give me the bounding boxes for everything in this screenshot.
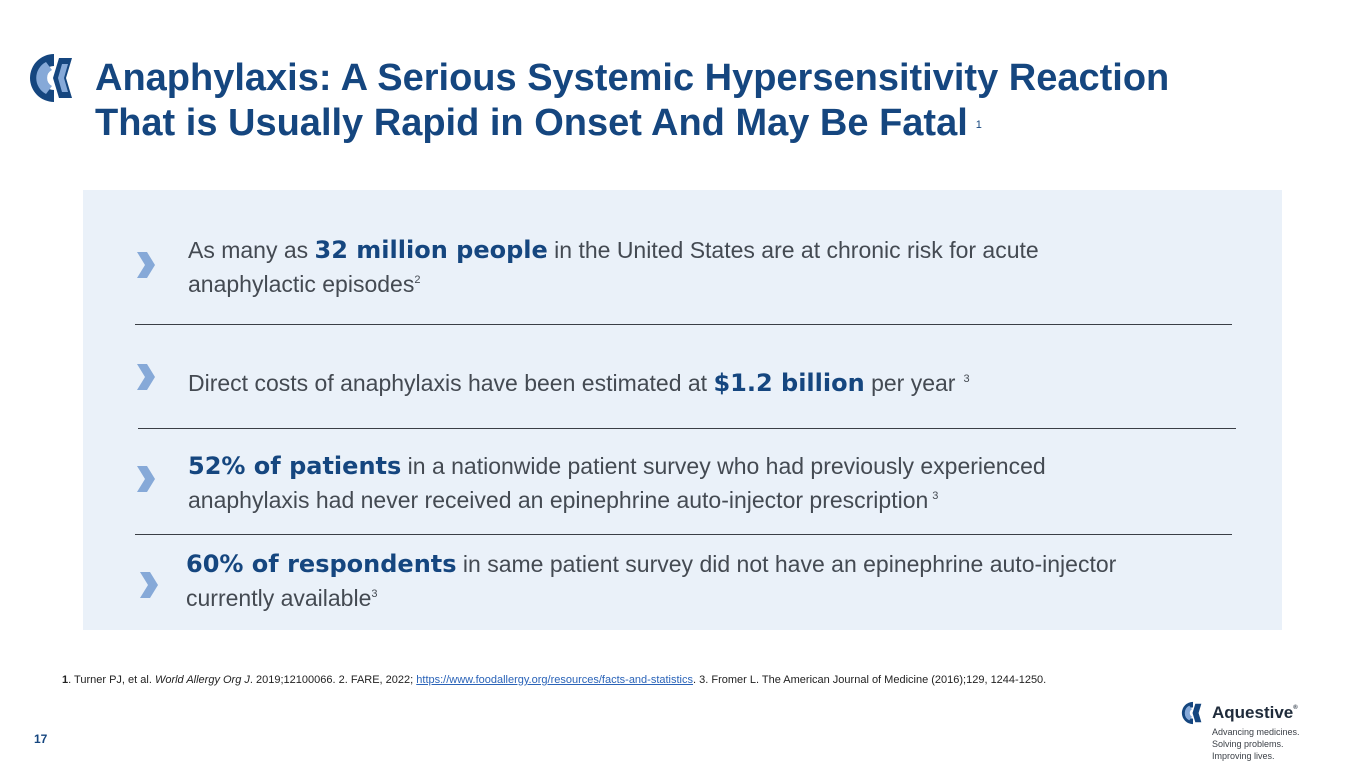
title-footnote: 1 xyxy=(975,119,982,131)
fact-1-footnote: 2 xyxy=(414,274,421,286)
divider xyxy=(135,324,1232,325)
chevron-right-icon xyxy=(135,464,157,494)
key-facts-panel xyxy=(83,190,1282,630)
chevron-right-icon xyxy=(138,570,160,600)
aquestive-logo-icon xyxy=(1178,700,1208,726)
brand-name: Aquestive® xyxy=(1212,703,1298,722)
fact-2-highlight: $1.2 billion xyxy=(713,369,865,397)
chevron-right-icon xyxy=(135,250,157,280)
fact-3-highlight: 52% of patients xyxy=(188,452,402,480)
aquestive-logo-icon xyxy=(26,50,82,106)
fact-1-highlight: 32 million people xyxy=(314,236,548,264)
fact-3-footnote: 3 xyxy=(932,490,939,502)
fact-4-highlight: 60% of respondents xyxy=(186,550,457,578)
fare-statistics-link[interactable]: https://www.foodallergy.org/resources/facts-and-statistics xyxy=(416,674,694,686)
fact-3-text: 52% of patients in a nationwide patient survey who had previously experienced anaphylaxis had never received an epinephrine auto-injector prescription $^3$ xyxy=(188,452,1046,513)
divider xyxy=(135,534,1232,535)
title-line-2: That is Usually Rapid in Onset And May Be Fatal $^1$ xyxy=(95,102,982,144)
page-title xyxy=(95,56,1295,146)
brand-tagline: Advancing medicines. Solving problems. Improving lives. xyxy=(1212,727,1300,761)
fact-4-text: 60% of respondents in same patient survey did not have an epinephrine auto-injector currently available$^3$ xyxy=(186,550,1117,611)
references: 1. Turner PJ, et al. World Allergy Org J. 2019;12100066. 2. FARE, 2022; https://www.foodallergy.org/resources/facts-and-statistics. 3. Fromer L. The American Journal of Medicine (2016);129, 1244-1250. xyxy=(62,674,1047,686)
chevron-right-icon xyxy=(135,362,157,392)
page-number: 17 xyxy=(34,732,48,746)
brand-block xyxy=(1178,700,1328,766)
fact-4-footnote: 3 xyxy=(371,588,378,600)
fact-2-text: Direct costs of anaphylaxis have been estimated at $1.2 billion per year $^3$ xyxy=(188,369,970,397)
divider xyxy=(138,428,1236,429)
title-line-1: Anaphylaxis: A Serious Systemic Hypersensitivity Reaction xyxy=(95,57,1170,99)
fact-1-text: As many as 32 million people in the United States are at chronic risk for acute anaphylactic episodes$^2$ xyxy=(188,236,1039,297)
fact-2-footnote: 3 xyxy=(963,373,970,385)
